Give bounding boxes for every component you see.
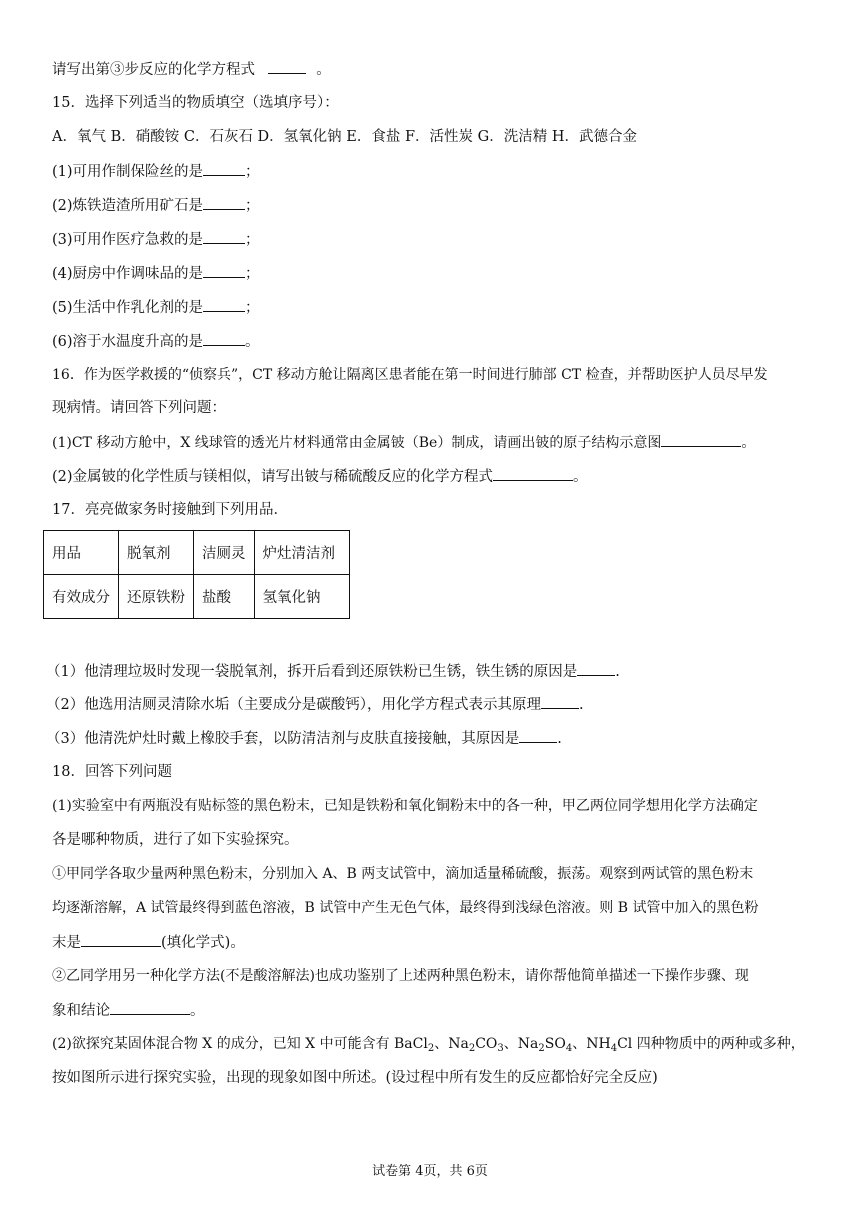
- answer-blank[interactable]: [203, 297, 245, 312]
- answer-blank[interactable]: [493, 466, 573, 481]
- q18-sub-2-end: 象和结论 。: [52, 1000, 205, 1021]
- table-cell: 用品: [44, 531, 119, 575]
- answer-blank[interactable]: [110, 1000, 190, 1015]
- q16-item-1: (1)CT 移动方舱中，X 线球管的透光片材料通常由金属铍（Be）制成，请画出铍的原子结构示意图 。: [52, 432, 755, 453]
- table-cell: 盐酸: [194, 575, 255, 619]
- q18-sub-1: ①甲同学各取少量两种黑色粉末，分别加入 A、B 两支试管中，滴加适量稀硫酸，振荡。观察到两试管的黑色粉末: [52, 866, 754, 882]
- table-cell: 有效成分: [44, 575, 119, 619]
- q15-item-1: (1)可用作制保险丝的是 ；: [52, 161, 260, 182]
- q16-item-2: (2)金属铍的化学性质与镁相似，请写出铍与稀硫酸反应的化学方程式 。: [52, 466, 588, 487]
- q18-sub-1-end: 末是 (填化学式)。: [52, 932, 245, 953]
- q18-item-2: (2)欲探究某固体混合物 X 的成分，已知 X 中可能含有 BaCl$_2$、$Na_2CO_3$、$Na_2SO_4$、$NH_4Cl$ 四种物质中的两种或多种，: [52, 1036, 805, 1054]
- table-cell: 脱氧剂: [119, 531, 194, 575]
- q15-item-2: (2)炼铁造渣所用矿石是 ；: [52, 195, 260, 216]
- answer-blank[interactable]: [519, 728, 557, 743]
- answer-blank[interactable]: [203, 161, 245, 176]
- q15-item-5: (5)生活中作乳化剂的是 ；: [52, 297, 260, 318]
- q18-item-1-cont: 各是哪种物质，进行了如下实验探究。: [52, 832, 299, 848]
- answer-blank[interactable]: [268, 59, 306, 74]
- table-row: [44, 575, 350, 619]
- table-row: [44, 531, 350, 575]
- q18-stem: 18．回答下列问题: [52, 764, 172, 780]
- q16-stem-cont: 现病情。请回答下列问题：: [52, 400, 226, 416]
- q18-item-1: (1)实验室中有两瓶没有贴标签的黑色粉末，已知是铁粉和氧化铜粉末中的各一种，甲乙两位同学想用化学方法确定: [52, 798, 758, 814]
- table-cell: 炉灶清洁剂: [254, 531, 350, 575]
- q17-item-1: （1）他清理垃圾时发现一袋脱氧剂，拆开后看到还原铁粉已生锈，铁生锈的原因是 .: [46, 661, 620, 682]
- q18-sub-2: ②乙同学用另一种化学方法(不是酸溶解法)也成功鉴别了上述两种黑色粉末，请你帮他简单描述一下操作步骤、现: [52, 968, 749, 984]
- answer-blank[interactable]: [203, 195, 245, 210]
- table-cell: 还原铁粉: [119, 575, 194, 619]
- q16-stem: 16．作为医学救援的“侦察兵”，CT 移动方舱让隔离区患者能在第一时间进行肺部 CT 检查，并帮助医护人员尽早发: [52, 367, 768, 383]
- table-cell: 氢氧化钠: [254, 575, 350, 619]
- answer-blank[interactable]: [203, 263, 245, 278]
- answer-blank[interactable]: [81, 932, 161, 947]
- q15-item-3: (3)可用作医疗急救的是 ；: [52, 229, 260, 250]
- q17-item-2: （2）他选用洁厕灵清除水垢（主要成分是碳酸钙），用化学方程式表示其原理 .: [46, 694, 584, 715]
- q15-item-4: (4)厨房中作调味品的是 ；: [52, 263, 260, 284]
- table-cell: 洁厕灵: [194, 531, 255, 575]
- q15-item-6: (6)溶于水温度升高的是 。: [52, 331, 260, 352]
- q17-item-3: （3）他清洗炉灶时戴上橡胶手套，以防清洁剂与皮肤直接接触，其原因是 .: [46, 728, 562, 749]
- q14-tail: 请写出第③步反应的化学方程式 。: [52, 59, 331, 80]
- q17-stem: 17．亮亮做家务时接触到下列用品．: [52, 502, 288, 518]
- q17-table: [43, 530, 350, 619]
- q15-stem: 15．选择下列适当的物质填空（选填序号）：: [52, 95, 339, 111]
- q18-sub-1-cont: 均逐渐溶解，A 试管最终得到蓝色溶液，B 试管中产生无色气体，最终得到浅绿色溶液。则 B 试管中加入的黑色粉: [52, 900, 759, 916]
- answer-blank[interactable]: [661, 432, 741, 447]
- page-footer: 试卷第 4页，共 6页: [372, 1164, 488, 1179]
- answer-blank[interactable]: [203, 331, 245, 346]
- answer-blank[interactable]: [203, 229, 245, 244]
- q15-options: A．氧气 B．硝酸铵 C．石灰石 D．氢氧化钠 E．食盐 F．活性炭 G．洗洁精 H．武德合金: [52, 129, 637, 145]
- q18-item-2-cont: 按如图所示进行探究实验，出现的现象如图中所述。(设过程中所有发生的反应都恰好完全反应): [52, 1070, 658, 1086]
- answer-blank[interactable]: [541, 694, 579, 709]
- answer-blank[interactable]: [577, 661, 615, 676]
